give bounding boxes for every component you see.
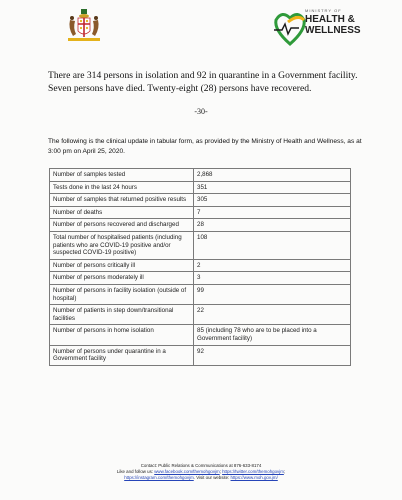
row-label-cell: Number of persons under quarantine in a Government facility [50, 345, 194, 365]
row-label-cell: Number of persons critically ill [50, 259, 194, 272]
row-value-cell: 2 [194, 259, 351, 272]
row-value-cell: 3 [194, 272, 351, 285]
row-value-cell: 99 [194, 284, 351, 304]
clinical-update-paragraph: The following is the clinical update in tabular form, as provided by the Ministry of Health and Wellness, as at 3:00 pm on April 25, 2020. [48, 138, 362, 155]
table-row [50, 206, 351, 219]
row-value-cell: 2,868 [194, 169, 351, 182]
footer-separator: ; [219, 469, 223, 475]
row-value-cell: 305 [194, 194, 351, 207]
table-row [50, 284, 351, 304]
row-value-cell: 28 [194, 219, 351, 232]
footer-web-line [0, 475, 402, 481]
table-row [50, 194, 351, 207]
instagram-link[interactable]: https://instagram.com/themohgovjm [124, 475, 194, 481]
table-row [50, 219, 351, 232]
row-value-cell: 92 [194, 345, 351, 365]
footer-visit-label: . Visit our website: [193, 475, 231, 481]
coat-of-arms-icon [64, 8, 104, 44]
row-label-cell: Number of persons in facility isolation (outside of hospital) [50, 284, 194, 304]
row-value-cell: 22 [194, 305, 351, 325]
row-label-cell: Number of persons moderately ill [50, 272, 194, 285]
row-label-cell: Number of samples that returned positive results [50, 194, 194, 207]
row-label-cell: Number of deaths [50, 206, 194, 219]
ministry-logo-text [305, 8, 385, 36]
row-value-cell: 85 (including 78 who are to be placed into a Government facility) [194, 325, 351, 345]
page-end-marker: -30- [194, 107, 208, 116]
logo-top-label: MINISTRY OF [305, 8, 342, 13]
table-body [50, 169, 351, 366]
footer-follow-label: Like and follow us: [116, 469, 155, 475]
row-label-cell: Number of persons recovered and discharged [50, 219, 194, 232]
logo-health-label: HEALTH & [305, 14, 355, 25]
facebook-link[interactable]: www.facebook.com/themohgovjm [154, 469, 220, 475]
clinical-update-table [49, 168, 351, 366]
footer-contact [0, 463, 402, 482]
table-row [50, 231, 351, 259]
row-value-cell: 351 [194, 181, 351, 194]
row-label-cell: Number of patients in step down/transitional facilities [50, 305, 194, 325]
table-row [50, 272, 351, 285]
table-row [50, 181, 351, 194]
table-row [50, 259, 351, 272]
footer-contact-line: Contact: Public Relations & Communications at 876-633-8174 [140, 463, 262, 468]
footer-separator: ; [283, 469, 286, 475]
logo-wellness-label: WELLNESS [305, 25, 361, 36]
row-value-cell: 7 [194, 206, 351, 219]
website-link[interactable]: https://www.moh.gov.jm/ [230, 475, 278, 481]
table-row [50, 345, 351, 365]
table-row [50, 169, 351, 182]
row-label-cell: Number of samples tested [50, 169, 194, 182]
twitter-link[interactable]: https://twitter.com/themohgovjm [222, 469, 284, 475]
table-row [50, 305, 351, 325]
row-label-cell: Number of persons in home isolation [50, 325, 194, 345]
intro-paragraph: There are 314 persons in isolation and 92 in quarantine in a Government facility. Seven persons have died. Twenty-eight (28) persons have recovered. [48, 70, 358, 94]
row-label-cell: Tests done in the last 24 hours [50, 181, 194, 194]
row-value-cell: 108 [194, 231, 351, 259]
table-row [50, 325, 351, 345]
row-label-cell: Total number of hospitalised patients (including patients who are COVID-19 positive and/or suspected COVID-19 positive) [50, 231, 194, 259]
